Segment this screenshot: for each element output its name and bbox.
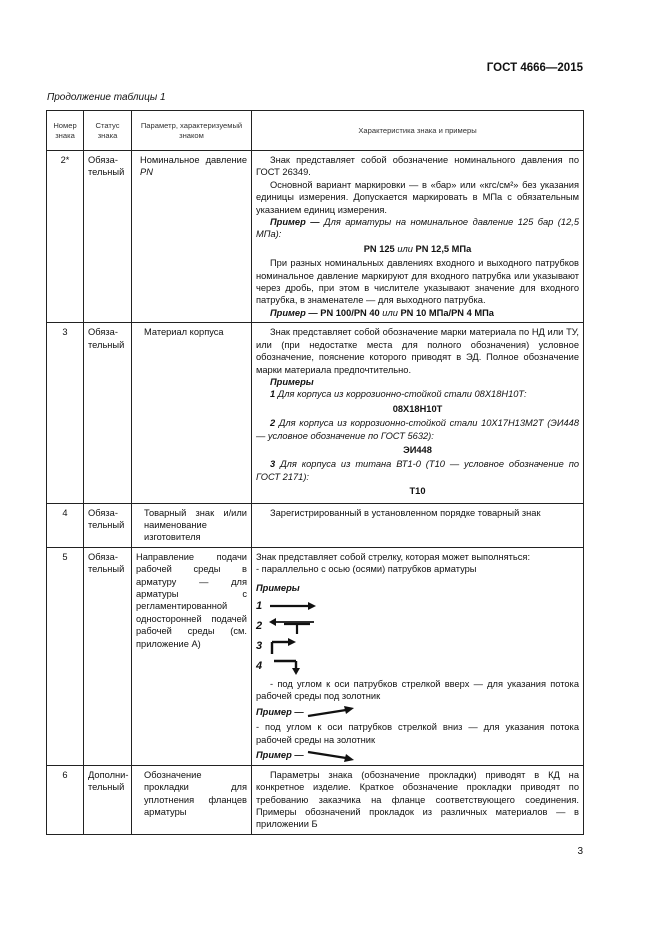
row-number: 2*	[47, 151, 84, 323]
header-parameter: Параметр, характеризуемый знаком	[132, 111, 252, 151]
arrow-double-t-icon	[268, 617, 318, 635]
arrow-corner-up-icon	[268, 637, 318, 655]
table-header-row	[47, 111, 584, 151]
table-row	[47, 151, 584, 323]
arrow-examples	[256, 596, 579, 676]
table-continuation-caption: Продолжение таблицы 1	[47, 92, 166, 103]
row-characteristic: Знак представляет собой обозначение номинального давления по ГОСТ 26349. Основной вариант маркировки — в «бар» или «кгс/см²» без указания единицы измерения. Допускается маркировать в МПа с обязательным указанием единиц измерения. Пример — Для арматуры на номинальное давление 125 бар (12,5 МПа): PN 125 или PN 12,5 МПа При разных номинальных давлениях входного и выходного патрубков номинальное давление маркируют для входного патрубка или указывают через дробь, при этом в числителе указывают значение для входного патрубка, в знаменателе — для выходного патрубка. Пример — PN 100/PN 40 или PN 10 МПа/PN 4 МПа	[252, 151, 584, 323]
row-status: Обяза-тельный	[84, 547, 132, 765]
row-parameter: Обозначение прокладки для уплотнения фланцев арматуры	[132, 765, 252, 834]
header-status: Статус знака	[84, 111, 132, 151]
row-number: 4	[47, 503, 84, 547]
row-number: 6	[47, 765, 84, 834]
marking-table	[46, 110, 584, 835]
table-row	[47, 323, 584, 503]
arrow-corner-down-icon	[268, 657, 318, 675]
row-status: Обяза-тельный	[84, 503, 132, 547]
table-row	[47, 503, 584, 547]
row-status: Обяза-тельный	[84, 151, 132, 323]
row-parameter: Номинальное давление PN	[132, 151, 252, 323]
arrow-example-2: 2	[256, 616, 579, 636]
arrow-up-diagonal-icon	[306, 706, 356, 718]
arrow-example-4: 4	[256, 656, 579, 676]
row-characteristic: Параметры знака (обозначение прокладки) приводят в КД на конкретное изделие. Краткое обозначение прокладки приводят по требованию заказчика на фланце соответствующего соединения. Примеры обозначений прокладок из различных материалов — в приложении Б	[252, 765, 584, 834]
row-characteristic: Знак представляет собой стрелку, которая может выполняться: - параллельно с осью (осями) патрубков арматуры Примеры 1 2 3 4 - под углом к оси патрубков стрелкой вверх — для указания потока рабочей среды под золотник Пример — - под углом к оси патрубков стрелкой вниз — для указания потока рабочей среды на золотник Пример —	[252, 547, 584, 765]
page-number: 3	[577, 846, 583, 857]
row-characteristic: Знак представляет собой обозначение марки материала по НД или ТУ, или (при недостатке места для полного обозначения) условное обозначение, пояснение которого приводят в ЭД. Полное обозначение марки материала предпочтительно. Примеры 1 Для корпуса из коррозионно-стойкой стали 08Х18Н10Т: 08Х18Н10Т 2 Для корпуса из коррозионно-стойкой стали 10Х17Н13М2Т (ЭИ448 — условное обозначение по ГОСТ 5632): ЭИ448 3 Для корпуса из титана ВТ1-0 (Т10 — условное обозначение по ГОСТ 2171): Т10	[252, 323, 584, 503]
standard-number: ГОСТ 4666—2015	[486, 62, 583, 74]
arrow-right-icon	[268, 600, 318, 612]
row-parameter: Направление подачи рабочей среды в арматуру — для арматуры с регламентированной односторонней подачей рабочей среды (см. приложение А)	[132, 547, 252, 765]
table-row	[47, 765, 584, 834]
table-row	[47, 547, 584, 765]
arrow-example-3: 3	[256, 636, 579, 656]
row-characteristic: Зарегистрированный в установленном порядке товарный знак	[252, 503, 584, 547]
row-status: Дополни-тельный	[84, 765, 132, 834]
arrow-down-diagonal-icon	[306, 750, 356, 762]
row-status: Обяза-тельный	[84, 323, 132, 503]
row-parameter: Материал корпуса	[132, 323, 252, 503]
row-parameter: Товарный знак и/или наименование изготовителя	[132, 503, 252, 547]
header-sign-number: Номер знака	[47, 111, 84, 151]
arrow-example-1: 1	[256, 596, 579, 616]
row-number: 5	[47, 547, 84, 765]
header-characteristic: Характеристика знака и примеры	[252, 111, 584, 151]
row-number: 3	[47, 323, 84, 503]
